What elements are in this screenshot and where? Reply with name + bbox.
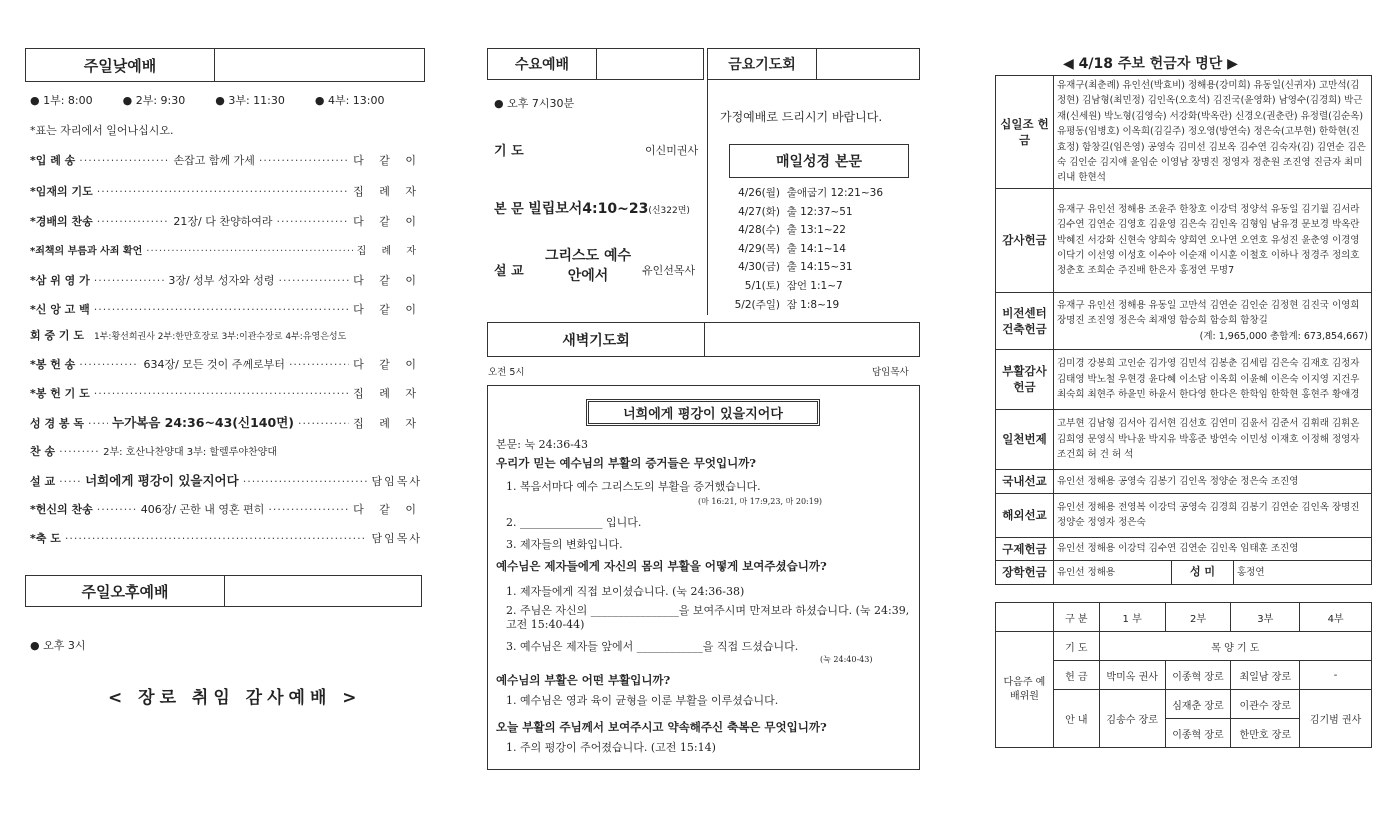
wed-preacher: 유인선목사 (642, 264, 696, 277)
wednesday-time: ● 오후 7시30분 (494, 97, 575, 110)
sermon-notes (487, 385, 920, 770)
committee-offering-row: 헌 금 박미옥 권사 이종혁 장로 최일남 장로 - (996, 661, 1372, 690)
standing-note: *표는 자리에서 일어나십시오. (30, 124, 174, 137)
sunday-section (0, 0, 450, 818)
order-row: 설 교 ····· 너희에게 평강이 있을지어다 ····· 담임목사 (30, 471, 422, 489)
daily-bible-list (712, 184, 883, 314)
sunday-pm-blank (224, 575, 422, 607)
q1-item: 3. 제자들의 변화입니다. (506, 538, 623, 551)
order-row: 성 경 봉 독 ····· 누가복음 24:36~43(신140면) ····· 집 례 자 (30, 413, 422, 431)
wed-text-label: 본 문 (494, 202, 524, 217)
dawn-time: 오전 5시 (488, 367, 525, 378)
offering-row: 일천번제 고부현 김남형 김서아 김서현 김선호 김연미 김윤서 김준서 김휘래 김휘온 김희영 문영식 박나윤 박지유 박홍준 방연숙 이민성 이재호 이정해 정영자 조건희 허 건 허 석 (996, 409, 1372, 469)
offering-table (995, 75, 1372, 585)
q2-item: 2. 주님은 자신의 ________________을 보여주시며 만져보라 하셨습니다. (눅 24:39, 고전 15:40-44) (506, 604, 910, 631)
time-1: ● 1부: 8:00 (30, 94, 93, 107)
order-row: *축 도 ····· 담임목사 (30, 530, 422, 546)
q2-item: 3. 예수님은 제자들 앞에서 ____________을 직접 드셨습니다. (506, 640, 799, 653)
wed-sermon-label: 설 교 (494, 264, 524, 279)
daily-bible-item: 4/30(금) 출 14:15~31 (738, 261, 853, 274)
offering-row: 십일조 헌금 유재구(최춘례) 유인선(박효비) 정해용(강미희) 유동일(신귀자) 고만석(김정현) 김남형(최민정) 김인옥(오호석) 김진국(윤영화) 남영수(김경희) 박근재(신세원) 박노형(김영숙) 서강화(박옥란) 신경오(권춘란) 유정렬(김순옥) 유평동(임병호) 이옥희(김길주) 정오영(방연숙) 정은숙(고부현) 한학현(진효정) 함창길(임은영) 공영숙 김미선 김보옥 김수연 김숙자(김) 김연순 김은숙 김인순 김지애 윤임순 이영남 장명진 정영자 정춘원 조진영 진금자 최미리내 한현석 (996, 76, 1372, 189)
committee-prayer-row: 다음주 예배위원 기 도 목 양 기 도 (996, 632, 1372, 661)
order-row: 찬 송 ····· 2부: 호산나찬양대 3부: 할렐루야찬양대 (30, 443, 422, 459)
friday-title: 금요기도회 (728, 57, 796, 73)
wednesday-title-box (487, 48, 597, 80)
daily-bible-item: 5/1(토) 잠언 1:1~7 (744, 279, 843, 292)
order-row: *신 앙 고 백 ····· 다 같 이 (30, 301, 422, 317)
wednesday-blank (596, 48, 704, 80)
q2-item-ref: (눅 24:40-43) (820, 655, 873, 664)
time-2: ● 2부: 9:30 (122, 94, 186, 107)
offering-row: 구제헌금 유인선 정해용 이강덕 김수연 김연순 김인옥 임태훈 조진영 (996, 537, 1372, 560)
offering-row: 해외선교 유인선 정해용 전영복 이강덕 공영숙 김경희 김봉기 김연순 김인옥 장명진 정양순 정영자 정은숙 (996, 493, 1372, 537)
wednesday-title: 수요예배 (514, 57, 570, 73)
q3-item: 1. 예수님은 영과 육이 균형을 이룬 부활을 이루셨습니다. (506, 694, 779, 707)
sermon-notes-title: 너희에게 평강이 있을지어다 (586, 399, 820, 426)
building-total: (계: 1,965,000 총합계: 673,854,667) (1199, 330, 1368, 342)
daily-bible-item: 5/2(주일) 잠 1:8~19 (734, 298, 840, 311)
q1-item: 2. _______________ 입니다. (506, 516, 642, 529)
q4-item: 1. 주의 평강이 주어졌습니다. (고전 15:14) (506, 741, 716, 754)
order-row: *죄책의 부름과 사죄 확언 ····· 집 례 자 (30, 242, 422, 257)
dawn-title: 새벽기도회 (562, 332, 630, 349)
sunday-pm-title: 주일오후예배 (81, 582, 169, 601)
daily-bible-title: 매일성경 본문 (775, 154, 863, 170)
committee-table (995, 602, 1372, 748)
order-row: *삼 위 영 가 ····· 3장/ 성부 성자와 성령 ····· 다 같 이 (30, 272, 422, 288)
order-row: *헌신의 찬송 ····· 406장/ 곤한 내 영혼 편히 ····· 다 같 이 (30, 501, 422, 517)
daily-bible-item: 4/28(수) 출 13:1~22 (738, 224, 846, 237)
wed-text-page: (신322면) (648, 206, 690, 216)
order-row: *경배의 찬송 ····· 21장/ 다 찬양하여라 ····· 다 같 이 (30, 213, 422, 229)
time-3: ● 3부: 11:30 (215, 94, 285, 107)
q1-item: 1. 복음서마다 예수 그리스도의 부활을 증거했습니다. (506, 480, 761, 493)
question-3: 예수님의 부활은 어떤 부활입니까? (496, 673, 671, 687)
order-row: *봉 헌 기 도 ····· 집 례 자 (30, 385, 422, 401)
order-row: *입 례 송 ····· 손잡고 함께 가세 ····· 다 같 이 (30, 152, 422, 168)
question-1: 우리가 믿는 예수님의 부활의 증거들은 무엇입니까? (496, 456, 757, 470)
offering-row: 국내선교 유인선 정해용 공영숙 김봉기 김인옥 정양순 정은숙 조진영 (996, 469, 1372, 493)
committee-usher-row: 안 내 김송수 장로 심재춘 장로 이관수 장로 김기범 권사 (996, 690, 1372, 719)
daily-bible-item: 4/27(화) 출 12:37~51 (738, 205, 853, 218)
q1-item-ref: (마 16:21, 마 17:9,23, 마 20:19) (698, 497, 823, 506)
divider-line (707, 80, 708, 315)
friday-title-box (707, 48, 817, 80)
committee-header-row: 구 분 1 부 2부 3부 4부 (996, 603, 1372, 632)
offering-title: ◀ 4/18 주보 헌금자 명단 ▶ (1063, 56, 1238, 72)
wed-text (494, 198, 690, 218)
wed-prayer-label: 기 도 (494, 144, 524, 159)
wed-sermon-title: 그리스도 예수 안에서 (544, 248, 632, 284)
daily-bible-title-box (729, 144, 909, 178)
time-4: ● 4부: 13:00 (314, 94, 385, 107)
q2-item: 1. 제자들에게 직접 보이셨습니다. (눅 24:36-38) (506, 585, 745, 598)
dawn-leader: 담임목사 (872, 367, 909, 378)
friday-blank (816, 48, 920, 80)
sunday-title-box (25, 48, 215, 82)
daily-bible-item: 4/26(월) 출애굽기 12:21~36 (738, 187, 884, 199)
sunday-pm-time: ● 오후 3시 (30, 639, 86, 652)
question-4: 오늘 부활의 주님께서 보여주시고 약속해주신 축복은 무엇입니까? (496, 720, 827, 734)
sermon-text: 본문: 눅 24:36-43 (496, 438, 588, 451)
offering-row: 비전센터 건축헌금 유재구 유인선 정해용 유동일 고만석 김연순 김인순 김정현 김진국 이영희 장명진 조진영 정은숙 최재영 함승희 함승희 함창길 (계: 1,965,000 총합계: 673,854,667) (996, 292, 1372, 349)
special-service-title: < 장로 취임 감사예배 > (108, 688, 362, 708)
sunday-title: 주일낮예배 (83, 56, 157, 75)
offering-row: 부활감사 헌금 김미경 강봉희 고인순 김가영 김민석 김봉춘 김세림 김은숙 김재호 김정자 김태영 박노철 우현경 윤다혜 이소담 이옥희 이윤혜 이은숙 이지영 지건우 최숙희 최현주 하윤민 하윤서 한다영 한다은 한학임 한학현 홍현주 황애경 (996, 349, 1372, 409)
sunday-title-blank (214, 48, 425, 82)
committee-usher-row-2: 이종혁 장로 한만호 장로 (996, 719, 1372, 748)
order-row: 회 중 기 도 1부:황선희권사 2부:한만호장로 3부:이관수장로 4부:유영은성도 (30, 329, 347, 342)
order-row: *봉 헌 송 ····· 634장/ 모든 것이 주께로부터 ····· 다 같 이 (30, 356, 422, 372)
order-row: *임재의 기도 ····· 집 례 자 (30, 183, 422, 199)
sunday-times (30, 92, 430, 108)
question-2: 예수님은 제자들에게 자신의 몸의 부활을 어떻게 보여주셨습니까? (496, 559, 827, 573)
dawn-blank (704, 322, 920, 357)
sunday-pm-title-box (25, 575, 225, 607)
wed-text-ref: 빌립보서4:10~23 (528, 201, 649, 217)
wed-prayer-name: 이신미권사 (645, 144, 699, 157)
dawn-title-box (487, 322, 705, 357)
daily-bible-item: 4/29(목) 출 14:1~14 (738, 242, 846, 255)
offering-row: 장학헌금 유인선 정해용 성 미 홍정연 (996, 560, 1372, 584)
offering-row: 감사헌금 유재구 유인선 정해용 조윤주 한창호 이강덕 정양석 유동일 김기월 김서라 김수연 김연순 김영호 김윤영 김은숙 김인옥 김형임 남유경 문보경 박옥란 박혜진 서강화 신현숙 양희숙 양희연 오나연 오연호 유성진 윤춘영 이경영 이닥기 이선영 이성호 이수아 이순재 이시훈 이철호 이하나 정경주 정의호 정춘호 조희순 주진배 한은자 홍정연 무명7 (996, 188, 1372, 292)
friday-note: 가정예배로 드리시기 바랍니다. (720, 110, 883, 124)
